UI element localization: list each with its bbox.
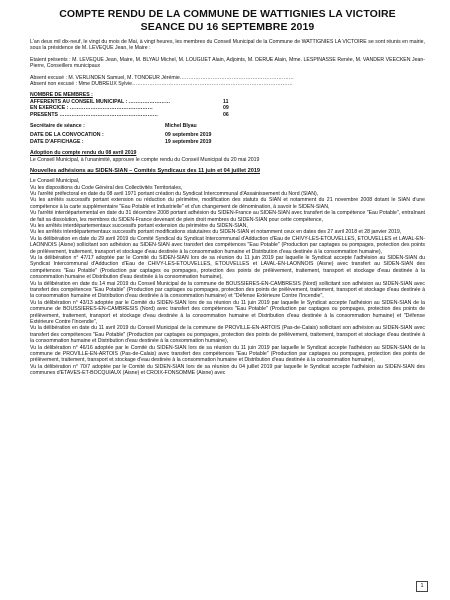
absent-non-excuse: Absent non excusé : Mme DUBREUX Sylvie………………………………………………………………………………… xyxy=(30,81,293,88)
document-title xyxy=(30,8,425,34)
members-row-label: AFFERENTS AU CONSEIL MUNICIPAL : …………………… xyxy=(30,98,171,105)
intro-paragraph: L'an deux mil dix-neuf, le vingt du mois de Mai, à vingt heures, les membres du Conseil Municipal de la Commune de WATTIGNIES LA VICTOIRE se sont réunis en mairie, sous la présidence de M. LEVEQUE Jean, le Maire : xyxy=(30,39,425,52)
convocation-label: DATE DE LA CONVOCATION : xyxy=(30,132,104,139)
affichage-value: 19 septembre 2019 xyxy=(165,138,212,145)
body-line: Vu l'arrêté préfectoral en date du 08 avril 1971 portant création du Syndicat Intercommunal d'Assainissement du Nord (SIAN), xyxy=(30,190,319,197)
body-line: Vu la délibération n° 46/16 adoptée par le Comité du SIDEN-SIAN lors de sa réunion du 11 juin 2019 par laquelle le Syndicat accepte l'adhésion au SIDEN-SIAN de la commune de PROVILLE-EN-ARTOIS (Pas-de-Calais) avec transfert des compétences "Eau Potable" (Production par captages ou pompages, protection des points de prélèvement, traitement, transport et stockage d'eau destinée à la consommation humaine et Distribution d'eau destinée à la consommation humaine), xyxy=(30,344,425,364)
body-line: Vu les arrêtés interdépartementaux successifs portant modifications statutaires du SIDEN-SIAN et notamment ceux en dates des 27 avril 2018 et 28 janvier 2019, xyxy=(30,229,402,236)
absent-excuse: Absent excusé : M. VERLINDEN Samuel, M. TONDEUR Jérémie………………………………………………………… xyxy=(30,74,294,81)
body-line: Vu la délibération n° 70/7 adoptée par le Comité du SIDEN-SIAN lors de sa réunion du 04 juillet 2019 par laquelle le Syndicat accepte l'adhésion au SIDEN-SIAN des communes d'ETAVES-ET-BOCQUIAUX (Aisne) et CROIX-FONSOMME (Aisne) avec xyxy=(30,363,425,377)
members-header: NOMBRE DE MEMBRES : xyxy=(30,92,93,99)
adoption-title: Adoption du compte rendu du 08 avril 2019 xyxy=(30,150,137,157)
page-number: 1 xyxy=(416,581,428,592)
members-row-label: EN EXERCICE : ………………………………………… xyxy=(30,105,153,112)
body-line: Le Conseil Municipal, xyxy=(30,178,80,185)
body-line: Vu la délibération en date du 14 mai 2019 du Conseil Municipal de la commune de BOUSSIERES-EN-CAMBRESIS (Nord) sollicitant son adhésion au SIDEN-SIAN avec transfert des compétences "Eau Potable" (Production par captages ou pompages, protection des points de prélèvement, traitement, transport et stockage d'eau destinée à la consommation humaine et Distribution d'eau destinée à la consommation humaine) et "Défense Extérieure Contre l'Incendie", xyxy=(30,280,425,300)
body-line: Vu les arrêtés successifs portant extension ou réduction du périmètre, modification des statuts du SIAN et notamment du 21 novembre 2008 dotant le SIAN d'une compétence à la carte supplémentaire "Eau Potable et Industrielle" et d'un changement de dénomination, à savoir le SIDEN-SIAN, xyxy=(30,197,425,210)
section-title: Nouvelles adhésions au SIDEN-SIAN – Comités Syndicaux des 11 juin et 04 juillet 2019 xyxy=(30,168,261,175)
body-line: Vu la délibération en date du 29 avril 2019 du Comité Syndical du Syndicat Intercommunal d'Adduction d'Eau de CHIVY-LES-ETOUVELLES, ETOUVELLES et LAVAL-EN-LAONNOIS (Aisne) sollicitant son adhésion au SIDEN-SIAN avec transfert des compétences "Eau Potable" (Production par captages ou pompages, protection des points de prélèvement, traitement, transport et stockage d'eau destinée à la consommation humaine et Distribution d'eau destinée à la consommation humaine), xyxy=(30,235,425,255)
members-row-value: 11 xyxy=(223,98,229,105)
body-line: Vu la délibération en date du 11 avril 2019 du Conseil Municipal de la commune de PROVILLE-EN-ARTOIS (Pas-de-Calais) sollicitant son adhésion au SIDEN-SIAN avec transfert des compétences "Eau Potable" (Production par captages ou pompages, protection des points de prélèvement, traitement, transport et stockage d'eau destinée à la consommation humaine et Distribution d'eau destinée à la consommation humaine), xyxy=(30,325,425,345)
members-row-value: 09 xyxy=(223,105,229,112)
members-row-value: 06 xyxy=(223,111,229,118)
body-line: Vu l'arrêté interdépartemental en date du 31 décembre 2008 portant adhésion du SIDEN-France au SIDEN-SIAN avec transfert de la compétence "Eau Potable", entraînant de fait sa dissolution, les membres du SIDEN-France devenant de plein droit membres du SIDEN-SIAN pour cette compétence, xyxy=(30,210,425,223)
adoption-text: Le Conseil Municipal, à l'unanimité, approuve le compte rendu du Conseil Municipal du 20 mai 2019 xyxy=(30,156,260,163)
convocation-value: 09 septembre 2019 xyxy=(165,132,212,139)
section-body xyxy=(30,178,425,377)
document-page xyxy=(30,8,425,377)
presents-paragraph: Etaient présents : M. LEVEQUE Jean, Maire, M. BLYAU Michel, M. LOUGUET Alain, Adjoints, M. DERUE Alain, Mme. LESPINASSE Renée, M. VANDER VEECKEN Jean-Pierre, Conseillers municipaux xyxy=(30,56,425,70)
secretary-label: Secrétaire de séance : xyxy=(30,123,85,130)
title-line-2: SEANCE DU 16 SEPTEMBRE 2019 xyxy=(140,21,315,33)
secretary-value: Michel Blyau xyxy=(165,123,197,130)
body-line: Vu les arrêtés interdépartementaux successifs portant extension du périmètre du SIDEN-SIAN, xyxy=(30,222,248,229)
affichage-label: DATE D'AFFICHAGE : xyxy=(30,138,84,145)
body-line: Vu la délibération n° 43/13 adoptée par le Comité du SIDEN-SIAN lors de sa réunion du 11 juin 2019 par laquelle le Syndicat accepte l'adhésion au SIDEN-SIAN de la commune de BOUSSIERES-EN-CAMBRESIS (Nord) avec transfert des compétences "Eau Potable" (Production par captages ou pompages, protection des points de prélèvement, traitement, transport et stockage d'eau destinée à la consommation humaine et Distribution d'eau destinée à la consommation humaine) et "Défense Extérieure Contre l'Incendie", xyxy=(30,299,425,326)
body-line: Vu la délibération n° 47/17 adoptée par le Comité du SIDEN-SIAN lors de sa réunion du 11 juin 2019 par laquelle le Syndicat accepte l'adhésion au SIDEN-SIAN du Syndicat Intercommunal d'Adduction d'Eau de CHIVY-LES-ETOUVELLES, ETOUVELLES et LAVAL-EN-LAONNOIS (Aisne) avec transfert au SIDEN-SIAN des compétences "Eau Potable" (Production par captages ou pompages, protection des points de prélèvement, traitement, transport et stockage d'eau destinée à la consommation humaine et Distribution d'eau destinée à la consommation humaine), xyxy=(30,254,425,281)
body-line: Vu les dispositions du Code Général des Collectivités Territoriales, xyxy=(30,184,183,191)
members-row-label: PRESENTS ………………………………………………… xyxy=(30,111,158,118)
members-block xyxy=(30,92,425,118)
title-line-1: COMPTE RENDU DE LA COMMUNE DE WATTIGNIES LA VICTOIRE xyxy=(59,8,396,20)
